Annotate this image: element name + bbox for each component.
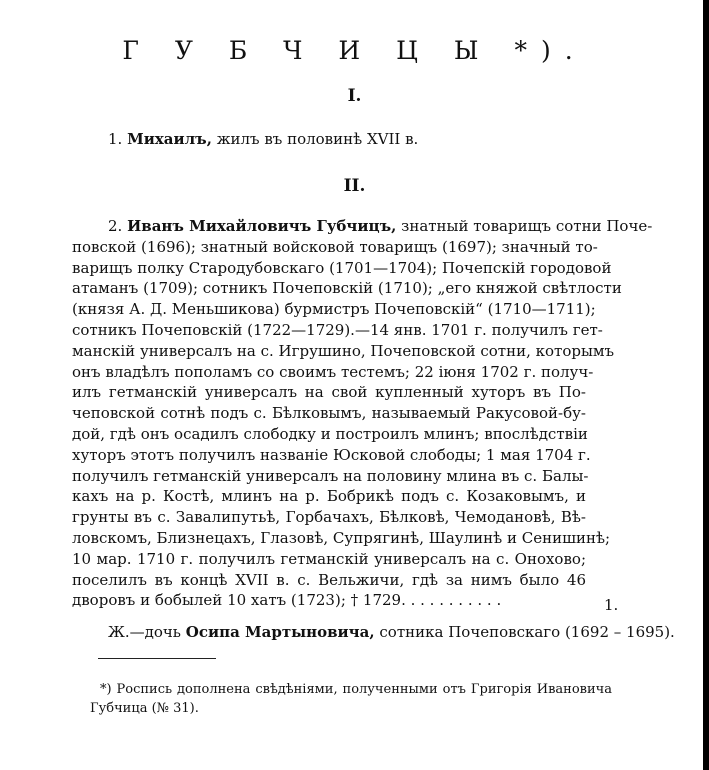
entry-2-line: кахъ на р. Костѣ, млинъ на р. Бобрикѣ подъ с. Козаковымъ, и [72, 487, 586, 506]
entry-2-line: чеповской сотнѣ подъ с. Бѣлковымъ, называемый Ракусовой-бу- [72, 404, 586, 423]
page-title: Г У Б Ч И Ц Ы *). [122, 36, 587, 65]
entry-2-line: атаманъ (1709); сотникъ Почеповскій (1710); „его княжой свѣтлости [72, 279, 622, 298]
entry-2-line: грунты въ с. Завалипутьѣ, Горбачахъ, Бѣлковѣ, Чемодановѣ, Вѣ- [72, 508, 586, 527]
section-heading-2: II. [343, 176, 366, 196]
footnote-line: Губчица (№ 31). [90, 701, 199, 716]
entry-2-line: повской (1696); знатный войсковой товарищъ (1697); значный то- [72, 237, 598, 256]
entry-2-line: поселилъ въ концѣ XVII в. с. Вельжичи, гдѣ за нимъ было 46 [72, 570, 586, 589]
wife-father-name: Осипа Мартыновича, [185, 623, 375, 641]
entry-2-line: варищъ полку Стародубовскаго (1701—1704); Почепскій городовой [72, 258, 612, 277]
entry-2-line: дворовъ и бобылей 10 хатъ (1723); † 1729. . . . . . . . . . . [72, 591, 502, 610]
entry-2-line: илъ гетманскій универсалъ на свой купленный хуторъ въ По- [72, 383, 586, 402]
entry-2-line: хуторъ этотъ получилъ названіе Юсковой слободы; 1 мая 1704 г. [72, 445, 591, 464]
wife-rest: сотника Почеповскаго (1692 – 1695). [379, 623, 675, 641]
footnote-line: *) Роспись дополнена свѣдѣніями, полученными отъ Григорія Ивановича [100, 682, 612, 697]
entry-2-line-text: знатный товарищъ сотни Поче- [401, 217, 653, 235]
footnote [90, 680, 612, 718]
entry-2-line: (князя А. Д. Меньшикова) бурмистръ Почеповскій“ (1710—1711); [72, 300, 596, 319]
entry-1-name: Михаилъ, [127, 130, 212, 148]
entry-1 [108, 130, 418, 148]
footnote-divider [98, 658, 216, 659]
entry-2-line [72, 216, 653, 237]
entry-1-number: 1. [108, 130, 123, 148]
entry-2-line: сотникъ Почеповскій (1722—1729).—14 янв. 1701 г. получилъ гет- [72, 320, 603, 339]
entry-2-line: получилъ гетманскій универсалъ на половину млина въ с. Балы- [72, 466, 589, 485]
generation-marker: 1. [604, 596, 619, 614]
wife-prefix: Ж.—дочь [108, 623, 181, 641]
entry-2-line: ловскомъ, Близнецахъ, Глазовѣ, Супрягинѣ, Шаулинѣ и Сенишинѣ; [72, 528, 611, 547]
entry-2-name: Иванъ Михайловичъ Губчицъ, [127, 217, 397, 235]
entry-2-paragraph [72, 216, 653, 611]
entry-2-line: 10 мар. 1710 г. получилъ гетманскій универсалъ на с. Онохово; [72, 549, 586, 568]
entry-1-text: жилъ въ половинѣ XVII в. [216, 130, 419, 148]
entry-2-number: 2. [108, 217, 123, 235]
wife-line [108, 623, 675, 641]
entry-2-line: онъ владѣлъ пополамъ со своимъ тестемъ; 22 іюня 1702 г. получ- [72, 362, 594, 381]
entry-2-line: дой, гдѣ онъ осадилъ слободку и построилъ млинъ; впослѣдствіи [72, 424, 588, 443]
entry-2-line: манскій универсалъ на с. Игрушино, Почеповской сотни, которымъ [72, 341, 615, 360]
page-edge-border [703, 0, 709, 770]
section-heading-1: I. [347, 86, 362, 106]
